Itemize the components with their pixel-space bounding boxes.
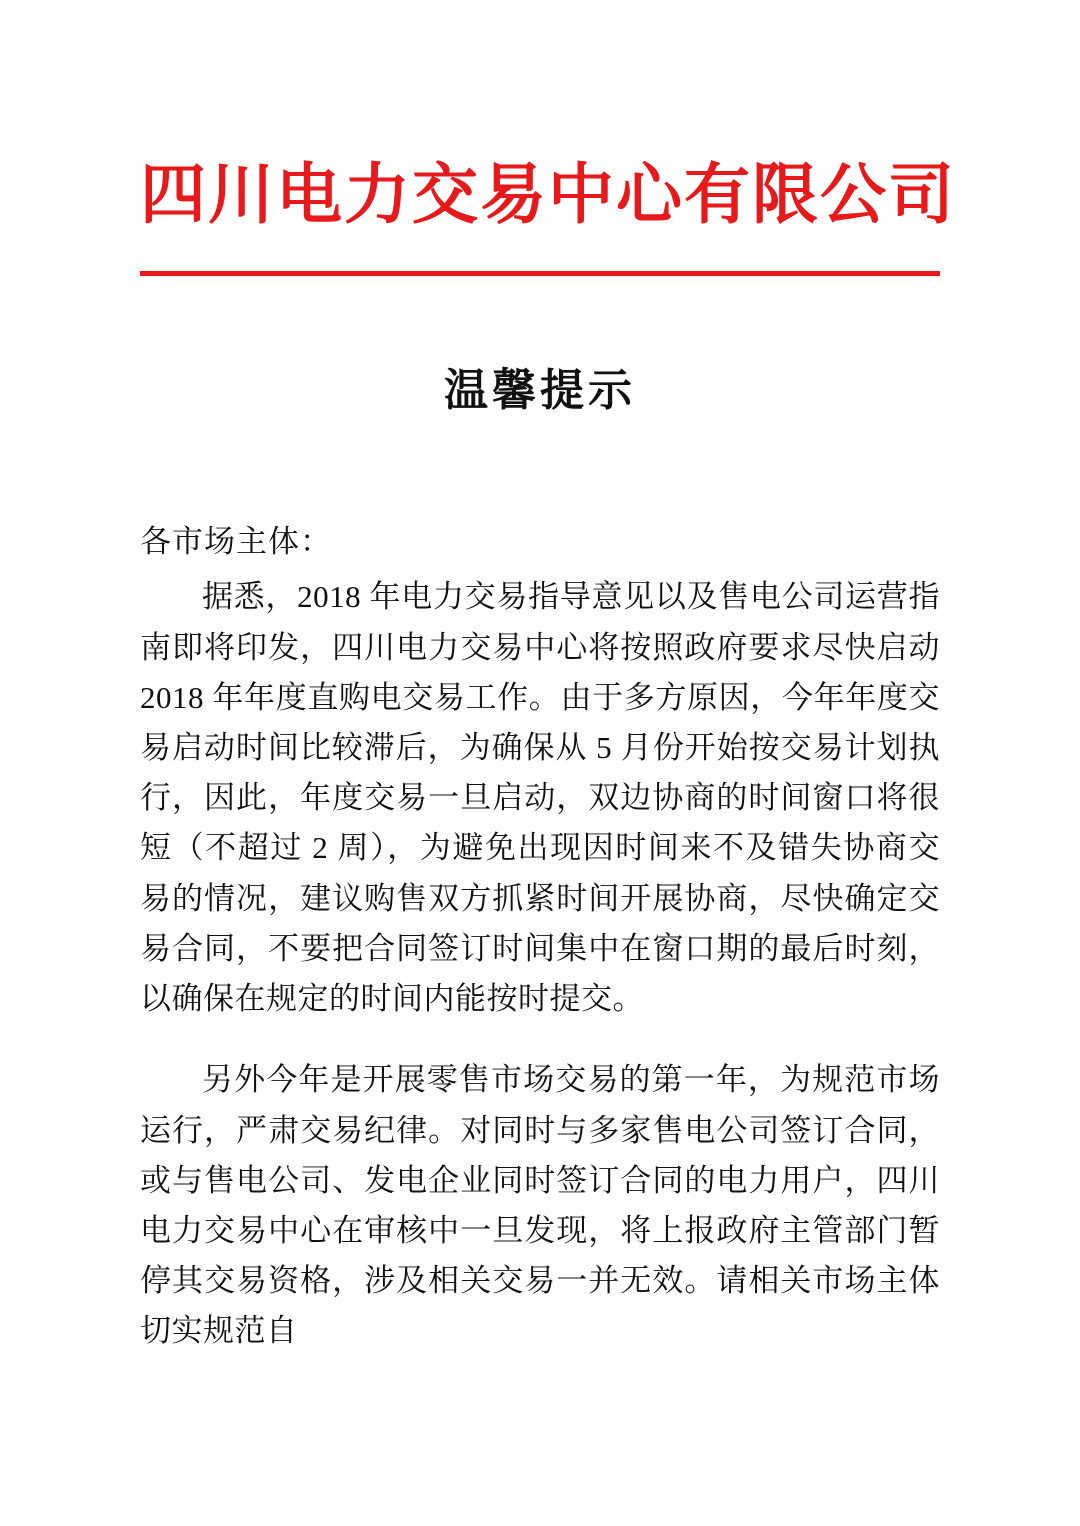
letterhead-divider bbox=[140, 271, 940, 276]
salutation: 各市场主体： bbox=[140, 524, 332, 560]
document-body bbox=[140, 518, 940, 1356]
letterhead-organization: 四川电力交易中心有限公司 bbox=[140, 155, 956, 233]
body-paragraph: 据悉，2018 年电力交易指导意见以及售电公司运营指南即将印发，四川电力交易中心将按照政府要求尽快启动 2018 年年度直购电交易工作。由于多方原因，今年年度交易启动时间比较滞后，为确保从 5 月份开始按交易计划执行，因此，年度交易一旦启动，双边协商的时间窗口将很短（不超过 2 周），为避免出现因时间来不及错失协商交易的情况，建议购售双方抓紧时间开展协商，尽快确定交易合同，不要把合同签订时间集中在窗口期的最后时刻，以确保在规定的时间内能按时提交。 bbox=[140, 579, 940, 1017]
letterhead bbox=[140, 0, 956, 276]
body-paragraph: 另外今年是开展零售市场交易的第一年，为规范市场运行，严肃交易纪律。对同时与多家售电公司签订合同，或与售电公司、发电企业同时签订合同的电力用户，四川电力交易中心在审核中一旦发现，将上报政府主管部门暂停其交易资格，涉及相关交易一并无效。请相关市场主体切实规范自 bbox=[140, 1062, 940, 1349]
page-title: 温馨提示 bbox=[444, 365, 636, 417]
